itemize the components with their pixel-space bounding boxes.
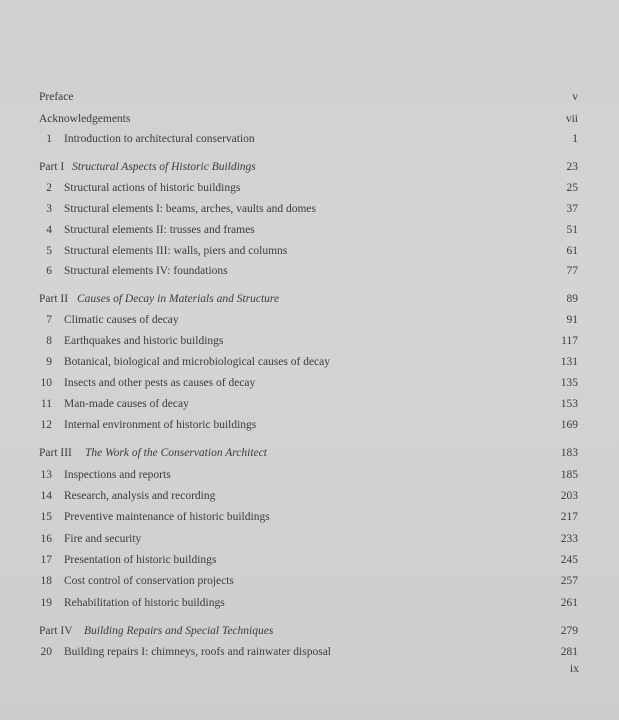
- toc-chapter-entry: [0, 487, 619, 505]
- chapter-number: 1: [46, 133, 52, 145]
- entry-title: Preface: [39, 91, 74, 103]
- page-number: 131: [560, 356, 578, 368]
- chapter-title: Internal environment of historic buildings: [64, 419, 257, 431]
- page-number: 185: [560, 469, 578, 481]
- part-label: Part III: [39, 447, 72, 459]
- page-number: 25: [566, 182, 578, 194]
- chapter-title: Structural elements IV: foundations: [64, 265, 228, 277]
- page-number: 203: [560, 490, 578, 502]
- page-number: 135: [560, 377, 578, 389]
- part-label: Part IV: [39, 625, 73, 637]
- page-number: 89: [566, 293, 578, 305]
- chapter-number: 11: [40, 398, 52, 410]
- chapter-number: 20: [40, 646, 52, 658]
- chapter-title: Fire and security: [64, 533, 142, 545]
- part-label: Part I: [39, 161, 65, 173]
- toc-chapter-entry: [0, 353, 619, 371]
- toc-chapter-entry: [0, 466, 619, 484]
- toc-part-heading: [0, 444, 619, 462]
- page-number: 117: [561, 335, 578, 347]
- toc-chapter-entry: [0, 572, 619, 590]
- toc-chapter-entry: [0, 643, 619, 661]
- page-number: 61: [566, 245, 578, 257]
- chapter-number: 3: [46, 203, 52, 215]
- toc-chapter-entry: [0, 374, 619, 392]
- page-number: v: [572, 91, 578, 103]
- chapter-title: Insects and other pests as causes of decay: [64, 377, 256, 389]
- page-number: 153: [560, 398, 578, 410]
- page-number-folio: ix: [570, 663, 579, 675]
- part-label: Part II: [39, 293, 69, 305]
- chapter-number: 6: [46, 265, 52, 277]
- chapter-number: 2: [46, 182, 52, 194]
- chapter-title: Structural elements I: beams, arches, vaults and domes: [64, 203, 316, 215]
- toc-chapter-entry: [0, 262, 619, 280]
- toc-chapter-entry: [0, 242, 619, 260]
- toc-chapter-entry: [0, 130, 619, 148]
- page-number: 1: [572, 133, 578, 145]
- page-number: 217: [560, 511, 578, 523]
- toc-chapter-entry: [0, 551, 619, 569]
- chapter-title: Structural actions of historic buildings: [64, 182, 241, 194]
- chapter-number: 15: [40, 511, 52, 523]
- chapter-number: 9: [46, 356, 52, 368]
- part-title: Structural Aspects of Historic Buildings: [72, 161, 256, 173]
- chapter-number: 13: [40, 469, 52, 481]
- toc-part-heading: [0, 158, 619, 176]
- chapter-number: 16: [40, 533, 52, 545]
- toc-chapter-entry: [0, 594, 619, 612]
- page-number: 261: [560, 597, 578, 609]
- page-number: 183: [560, 447, 578, 459]
- toc-chapter-entry: [0, 311, 619, 329]
- page-number: 77: [566, 265, 578, 277]
- chapter-number: 18: [40, 575, 52, 587]
- page-number: vii: [565, 113, 578, 125]
- chapter-title: Inspections and reports: [64, 469, 171, 481]
- toc-chapter-entry: [0, 332, 619, 350]
- page-number: 169: [560, 419, 578, 431]
- toc-front-matter-entry: [0, 88, 619, 106]
- toc-chapter-entry: [0, 395, 619, 413]
- part-title: The Work of the Conservation Architect: [85, 447, 267, 459]
- chapter-title: Rehabilitation of historic buildings: [64, 597, 225, 609]
- toc-part-heading: [0, 622, 619, 640]
- chapter-number: 7: [46, 314, 52, 326]
- page-number: 51: [566, 224, 578, 236]
- page-number: 91: [566, 314, 578, 326]
- chapter-number: 4: [46, 224, 52, 236]
- toc-front-matter-entry: [0, 110, 619, 128]
- chapter-title: Botanical, biological and microbiological causes of decay: [64, 356, 331, 368]
- page-number: 37: [566, 203, 578, 215]
- page-number: 281: [560, 646, 578, 658]
- chapter-title: Structural elements III: walls, piers and columns: [64, 245, 288, 257]
- page-number: 279: [560, 625, 578, 637]
- chapter-title: Building repairs I: chimneys, roofs and rainwater disposal: [64, 646, 331, 658]
- chapter-title: Earthquakes and historic buildings: [64, 335, 224, 347]
- chapter-title: Preventive maintenance of historic buildings: [64, 511, 270, 523]
- page-number: 257: [560, 575, 578, 587]
- part-title: Causes of Decay in Materials and Structure: [77, 293, 280, 305]
- toc-chapter-entry: [0, 508, 619, 526]
- chapter-title: Structural elements II: trusses and frames: [64, 224, 255, 236]
- chapter-title: Cost control of conservation projects: [64, 575, 234, 587]
- part-title: Building Repairs and Special Techniques: [84, 625, 274, 637]
- chapter-number: 12: [40, 419, 52, 431]
- chapter-number: 17: [40, 554, 52, 566]
- toc-chapter-entry: [0, 416, 619, 434]
- chapter-title: Climatic causes of decay: [64, 314, 179, 326]
- toc-part-heading: [0, 290, 619, 308]
- chapter-number: 14: [40, 490, 52, 502]
- toc-chapter-entry: [0, 530, 619, 548]
- chapter-number: 5: [46, 245, 52, 257]
- toc-chapter-entry: [0, 179, 619, 197]
- chapter-title: Presentation of historic buildings: [64, 554, 217, 566]
- toc-chapter-entry: [0, 221, 619, 239]
- chapter-number: 10: [40, 377, 52, 389]
- page-number: 23: [566, 161, 578, 173]
- page-number: 233: [560, 533, 578, 545]
- chapter-title: Man-made causes of decay: [64, 398, 189, 410]
- entry-title: Acknowledgements: [39, 113, 131, 125]
- chapter-title: Introduction to architectural conservation: [64, 133, 255, 145]
- chapter-number: 8: [46, 335, 52, 347]
- toc-chapter-entry: [0, 200, 619, 218]
- chapter-number: 19: [40, 597, 52, 609]
- page-number: 245: [560, 554, 578, 566]
- chapter-title: Research, analysis and recording: [64, 490, 216, 502]
